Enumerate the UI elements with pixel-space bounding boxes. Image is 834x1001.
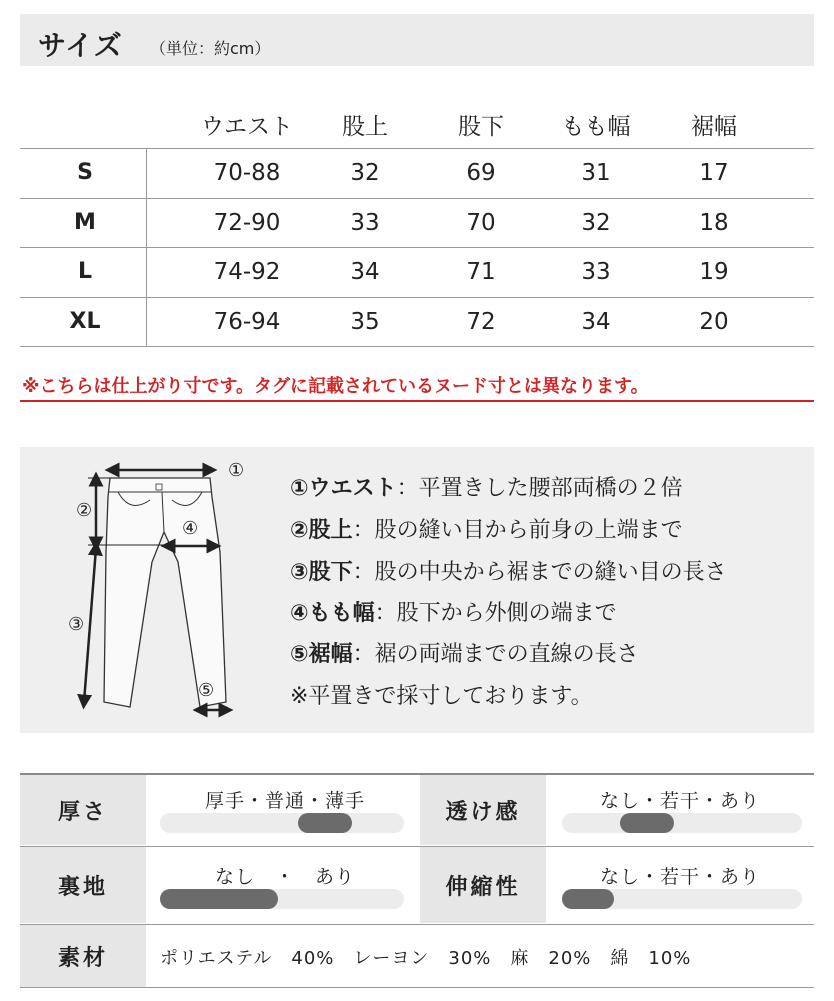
table-line: [20, 346, 814, 347]
sheerness-meter: [562, 813, 802, 833]
table-cell: 31: [581, 160, 611, 186]
lining-options: なし ・ あり: [214, 866, 355, 888]
table-line: [20, 198, 814, 199]
legend-footnote: ※平置きで採寸しております。: [290, 684, 593, 709]
legend-term: 股下: [308, 560, 353, 585]
material-composition: ポリエステル 40% レーヨン 30% 麻 20% 綿 10%: [160, 948, 692, 969]
finished-size-note: ※こちらは仕上がり寸です。タグに記載されているヌード寸とは異なります。: [22, 376, 649, 397]
unit-note: （単位：約cm）: [150, 39, 271, 58]
legend-num: ⑤: [290, 642, 309, 667]
legend-desc: ：股の縫い目から前身の上端まで: [352, 518, 683, 543]
lining-meter: [160, 889, 404, 909]
table-cell: 70-88: [213, 160, 281, 186]
stretch-indicator: [562, 889, 614, 909]
table-cell: 74-92: [213, 259, 281, 285]
page-title: サイズ: [38, 29, 123, 62]
table-line: [20, 247, 814, 248]
table-cell: 34: [350, 259, 380, 285]
legend-num: ④: [290, 601, 309, 626]
table-cell: 18: [699, 210, 729, 236]
legend-thigh: [290, 596, 617, 627]
stretch-meter: [562, 889, 802, 909]
header-waist: ウエスト: [201, 114, 293, 140]
table-line: [20, 297, 814, 298]
table-cell: 76-94: [213, 309, 281, 335]
table-cell: 33: [350, 210, 380, 236]
marker-4: ④: [182, 518, 199, 539]
size-label-l: L: [77, 259, 93, 284]
marker-5: ⑤: [198, 680, 215, 701]
legend-rise: [290, 513, 683, 544]
legend-inseam: [290, 555, 727, 586]
table-divider: [146, 148, 147, 346]
pants-diagram-icon: [60, 452, 260, 722]
thickness-indicator: [298, 813, 352, 833]
thickness-meter: [160, 813, 404, 833]
legend-term: ウエスト: [308, 476, 397, 501]
lining-indicator: [160, 889, 278, 909]
lining-label: 裏地: [20, 847, 146, 923]
title-band: [20, 14, 814, 66]
table-cell: 70: [466, 210, 496, 236]
legend-term: 裾幅: [308, 642, 353, 667]
legend-num: ①: [290, 476, 309, 501]
table-cell: 71: [466, 259, 496, 285]
stretch-label: 伸縮性: [420, 847, 546, 923]
legend-desc: ：股の中央から裾までの縫い目の長さ: [352, 560, 727, 585]
size-label-s: S: [77, 160, 93, 185]
marker-1: ①: [228, 460, 245, 481]
sheerness-label: 透け感: [420, 775, 546, 845]
legend-waist: [290, 471, 683, 502]
header-inseam: 股下: [458, 114, 504, 140]
legend-term: もも幅: [308, 601, 375, 626]
sheerness-indicator: [620, 813, 674, 833]
sheerness-options: なし・若干・あり: [599, 790, 760, 812]
legend-term: 股上: [308, 518, 353, 543]
table-line: [20, 148, 814, 149]
thickness-options: 厚手・普通・薄手: [204, 790, 365, 812]
material-label: 素材: [20, 925, 146, 987]
table-cell: 17: [699, 160, 729, 186]
stretch-options: なし・若干・あり: [599, 866, 760, 888]
legend-desc: ：裾の両端までの直線の長さ: [352, 642, 639, 667]
legend-num: ②: [290, 518, 309, 543]
attr-bottom-line: [20, 987, 814, 988]
table-cell: 33: [581, 259, 611, 285]
table-cell: 69: [466, 160, 496, 186]
size-label-m: M: [74, 210, 96, 235]
header-hem: 裾幅: [691, 114, 737, 140]
legend-desc: ：平置きした腰部両橋の２倍: [396, 476, 683, 501]
note-underline: [20, 400, 814, 402]
legend-desc: ：股下から外側の端まで: [374, 601, 617, 626]
thickness-label: 厚さ: [20, 775, 146, 845]
size-label-xl: XL: [69, 309, 101, 334]
table-cell: 19: [699, 259, 729, 285]
marker-3: ③: [68, 614, 85, 635]
table-cell: 72: [466, 309, 496, 335]
legend-num: ③: [290, 560, 309, 585]
table-cell: 35: [350, 309, 380, 335]
table-cell: 32: [350, 160, 380, 186]
header-thigh: もも幅: [561, 114, 631, 140]
table-cell: 72-90: [213, 210, 281, 236]
legend-hem: [290, 637, 639, 668]
table-cell: 20: [699, 309, 729, 335]
table-cell: 32: [581, 210, 611, 236]
header-rise: 股上: [342, 114, 388, 140]
table-cell: 34: [581, 309, 611, 335]
marker-2: ②: [76, 500, 93, 521]
